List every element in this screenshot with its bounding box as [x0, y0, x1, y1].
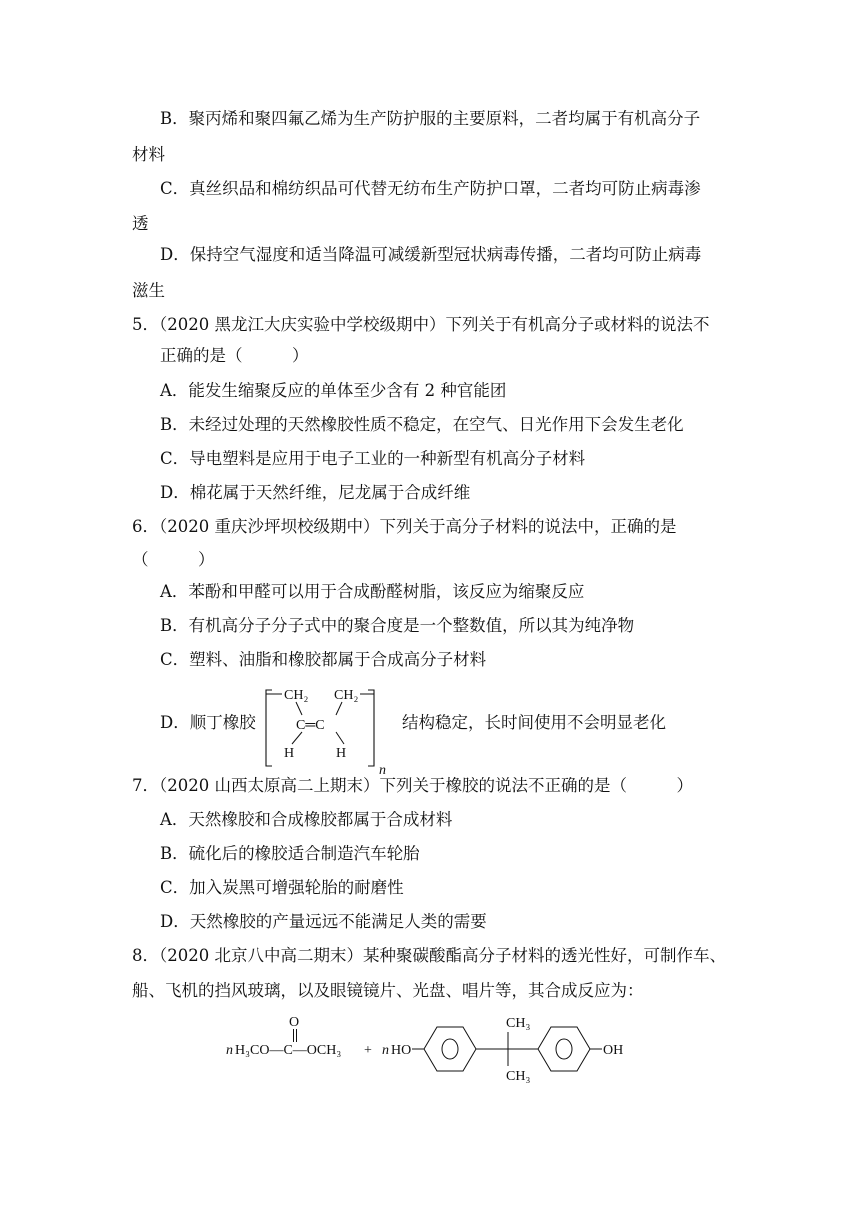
- formula-subscript-n: n: [379, 763, 386, 778]
- q7-stem: 7．（2020 山西太原高二上期末）下列关于橡胶的说法不正确的是（ ）: [132, 776, 693, 795]
- formula-ch2-right: CH₂: [334, 688, 359, 703]
- coefficient-n-2: n: [382, 1043, 389, 1058]
- formula-h-right: H: [336, 746, 347, 761]
- q7-option-d: D．天然橡胶的产量远远不能满足人类的需要: [160, 912, 487, 931]
- q5-option-a: A．能发生缩聚反应的单体至少含有 2 种官能团: [160, 381, 507, 400]
- q4-option-d-line2: 滋生: [132, 281, 165, 300]
- q6-stem-line2: （ ）: [132, 550, 215, 569]
- q4-option-c-line2: 透: [132, 214, 149, 233]
- carbonyl-oxygen: O: [289, 1015, 300, 1030]
- hydroxyl-right: OH: [603, 1043, 624, 1058]
- benzene-ring-left: [424, 1027, 476, 1071]
- q5-stem-line2: 正确的是（ ）: [160, 346, 309, 365]
- dimethyl-carbonate: H₃CO—C—OCH₃: [235, 1043, 342, 1058]
- q5-option-c: C．导电塑料是应用于电子工业的一种新型有机高分子材料: [160, 449, 586, 468]
- q8-stem-line2: 船、飞机的挡风玻璃，以及眼镜镜片、光盘、唱片等，其合成反应为：: [132, 981, 644, 1000]
- methyl-top: CH₃: [506, 1016, 531, 1031]
- cis-polybutadiene-formula: [262, 684, 398, 776]
- q4-option-d-line1: D．保持空气湿度和适当降温可减缓新型冠状病毒传播，二者均可防止病毒: [160, 245, 702, 264]
- formula-double-bond: C═C: [296, 718, 325, 733]
- q4-option-b-line2: 材料: [132, 145, 165, 164]
- coefficient-n-1: n: [226, 1043, 233, 1058]
- hydroxyl-left: HO: [391, 1043, 412, 1058]
- q6-option-d-suffix: 结构稳定，长时间使用不会明显老化: [402, 713, 666, 732]
- plus-sign: +: [364, 1043, 372, 1058]
- q6-option-a: A．苯酚和甲醛可以用于合成酚醛树脂，该反应为缩聚反应: [160, 582, 585, 601]
- q8-stem-line1: 8．（2020 北京八中高二期末）某种聚碳酸酯高分子材料的透光性好，可制作车、: [132, 946, 726, 965]
- right-bracket: [368, 690, 374, 766]
- methyl-bottom: CH₃: [506, 1069, 531, 1084]
- q6-option-b: B．有机高分子分子式中的聚合度是一个整数值，所以其为纯净物: [160, 616, 635, 635]
- q6-option-d-prefix: D．顺丁橡胶: [160, 713, 256, 732]
- q7-option-b: B．硫化后的橡胶适合制造汽车轮胎: [160, 844, 420, 863]
- q5-option-d: D．棉花属于天然纤维，尼龙属于合成纤维: [160, 483, 471, 502]
- q6-stem-line1: 6．（2020 重庆沙坪坝校级期中）下列关于高分子材料的说法中，正确的是: [132, 517, 677, 536]
- q4-option-c-line1: C．真丝织品和棉纺织品可代替无纺布生产防护口罩，二者均可防止病毒渗: [160, 179, 701, 198]
- formula-h-left: H: [284, 746, 295, 761]
- formula-ch2-left: CH₂: [284, 688, 309, 703]
- q5-option-b: B．未经过处理的天然橡胶性质不稳定，在空气、日光作用下会发生老化: [160, 415, 684, 434]
- benzene-ring-right: [538, 1027, 590, 1071]
- q7-option-c: C．加入炭黑可增强轮胎的耐磨性: [160, 878, 404, 897]
- q6-option-c: C．塑料、油脂和橡胶都属于合成高分子材料: [160, 650, 487, 669]
- q4-option-b-line1: B．聚丙烯和聚四氟乙烯为生产防护服的主要原料，二者均属于有机高分子: [160, 109, 701, 128]
- q7-option-a: A．天然橡胶和合成橡胶都属于合成材料: [160, 810, 453, 829]
- q5-stem-line1: 5．（2020 黑龙江大庆实验中学校级期中）下列关于有机高分子或材料的说法不: [132, 315, 710, 334]
- polycarbonate-reaction-equation: [226, 1010, 646, 1085]
- left-bracket: [266, 690, 272, 766]
